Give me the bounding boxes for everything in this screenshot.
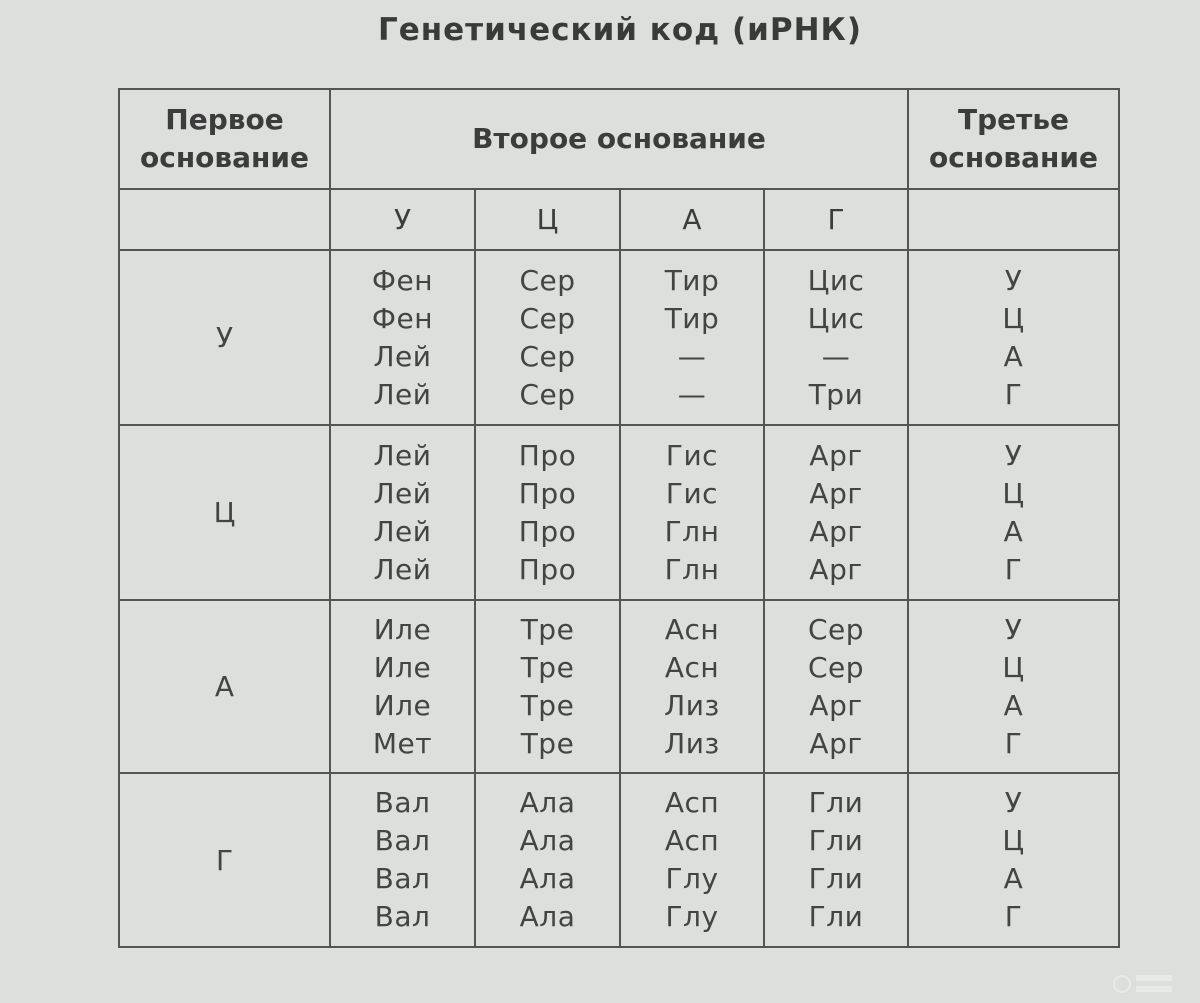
page-title: Генетический код (иРНК) [377,12,863,48]
second-base-header: Второе основание [330,89,908,189]
amino-acid: Арг [809,688,863,722]
amino-acid: Вал [374,862,431,895]
amino-acid: Про [518,552,577,586]
amino-acid: Лиз [664,688,720,722]
amino-acid: Тир [664,301,720,335]
amino-acid: Арг [809,514,863,548]
amino-acid-cell [620,250,764,425]
amino-acid: Лей [373,377,432,411]
amino-acid-cell [764,773,908,947]
third-base-letter: А [1003,514,1024,548]
amino-acid: Гис [665,438,719,472]
amino-acid: Глн [664,552,720,586]
third-base-cell [908,600,1119,773]
third-base-cell [908,250,1119,425]
amino-acid: Лей [373,552,432,586]
third-base-letter: А [1003,862,1024,895]
amino-acid: Глу [665,900,719,933]
amino-acid: Гли [808,786,864,819]
third-base-letter: Г [1004,552,1023,586]
codon-rows [119,250,1119,947]
amino-acid: Гли [808,862,864,895]
amino-acid: Ала [519,786,576,819]
amino-acid: Иле [373,612,432,646]
amino-acid: Арг [809,552,863,586]
amino-acid-cell [330,425,475,600]
amino-acid: Сер [519,377,576,411]
first-base-header-line: основание [140,141,309,174]
amino-acid: Глн [664,514,720,548]
amino-acid: Тре [520,650,575,684]
amino-acid: Асп [664,824,720,857]
amino-acid: Иле [373,688,432,722]
first-base-letter: У [119,250,330,425]
amino-acid: Сер [807,612,865,646]
first-base-letter: А [119,600,330,773]
third-base-header [908,89,1119,189]
amino-acid: Вал [374,900,431,933]
third-base-letter: А [1003,339,1024,373]
second-base-letter: У [330,189,475,250]
amino-acid-cell [475,773,620,947]
third-base-letter: У [1004,612,1023,646]
amino-acid: Арг [809,476,863,510]
codon-group-row [119,600,1119,773]
amino-acid: Лей [373,438,432,472]
codon-group-row [119,250,1119,425]
amino-acid-cell [620,600,764,773]
amino-acid: Фен [371,301,434,335]
third-base-cell [908,773,1119,947]
amino-acid: Лей [373,514,432,548]
watermark-logo-icon [1112,969,1176,999]
second-base-letter: А [620,189,764,250]
amino-acid: Сер [807,650,865,684]
subheader-row [119,189,1119,250]
third-base-letter: У [1004,263,1023,297]
amino-acid-cell [475,600,620,773]
amino-acid-cell [330,250,475,425]
third-base-header-line: Третье [957,103,1070,136]
amino-acid: Сер [519,339,576,373]
third-base-header-line: основание [929,141,1098,174]
third-base-letter: Г [1004,900,1023,933]
amino-acid: Тре [520,726,575,760]
amino-acid: Тре [520,688,575,722]
amino-acid: Сер [519,301,576,335]
third-base-letter: Г [1004,377,1023,411]
amino-acid: Асн [664,650,720,684]
third-base-letter: А [1003,688,1024,722]
amino-acid-cell [764,250,908,425]
amino-acid: Гли [808,900,864,933]
amino-acid: Асн [664,612,720,646]
amino-acid: Вал [374,786,431,819]
amino-acid: Мет [372,726,433,760]
first-base-letter: Г [119,773,330,947]
third-base-letter: Г [1004,726,1023,760]
amino-acid-cell [475,425,620,600]
amino-acid: Тре [520,612,575,646]
amino-acid: Вал [374,824,431,857]
amino-acid: — [677,377,707,411]
amino-acid: Лей [373,476,432,510]
third-base-letter: Ц [1002,301,1025,335]
amino-acid: — [677,339,707,373]
amino-acid-cell [764,600,908,773]
amino-acid: Сер [519,263,576,297]
amino-acid: Три [808,377,864,411]
amino-acid: Ала [519,900,576,933]
amino-acid-cell [330,600,475,773]
genetic-code-table [118,88,1120,948]
amino-acid-cell [764,425,908,600]
amino-acid: Иле [373,650,432,684]
amino-acid: Про [518,476,577,510]
amino-acid-cell [475,250,620,425]
amino-acid: Ала [519,824,576,857]
amino-acid-cell [330,773,475,947]
amino-acid: Тир [664,263,720,297]
third-base-letter: Ц [1002,650,1025,684]
codon-group-row [119,425,1119,600]
amino-acid: Цис [807,301,865,335]
third-base-letter: У [1004,438,1023,472]
codon-group-row [119,773,1119,947]
amino-acid: Арг [809,438,863,472]
amino-acid: Про [518,514,577,548]
first-base-letter: Ц [119,425,330,600]
amino-acid: Гис [665,476,719,510]
amino-acid: Глу [665,862,719,895]
third-base-letter: У [1004,786,1023,819]
empty-cell [119,189,330,250]
amino-acid-cell [620,773,764,947]
second-base-letter: Ц [475,189,620,250]
first-base-header [119,89,330,189]
amino-acid: Асп [664,786,720,819]
amino-acid: Фен [371,263,434,297]
second-base-letter: Г [764,189,908,250]
amino-acid-cell [620,425,764,600]
amino-acid: Гли [808,824,864,857]
amino-acid: Цис [807,263,865,297]
amino-acid: Лиз [664,726,720,760]
third-base-cell [908,425,1119,600]
amino-acid: Ала [519,862,576,895]
amino-acid: Про [518,438,577,472]
first-base-header-line: Первое [165,103,284,136]
amino-acid: Лей [373,339,432,373]
third-base-letter: Ц [1002,476,1025,510]
third-base-letter: Ц [1002,824,1025,857]
empty-cell [908,189,1119,250]
amino-acid: Арг [809,726,863,760]
amino-acid: — [821,339,851,373]
header-row [119,89,1119,189]
